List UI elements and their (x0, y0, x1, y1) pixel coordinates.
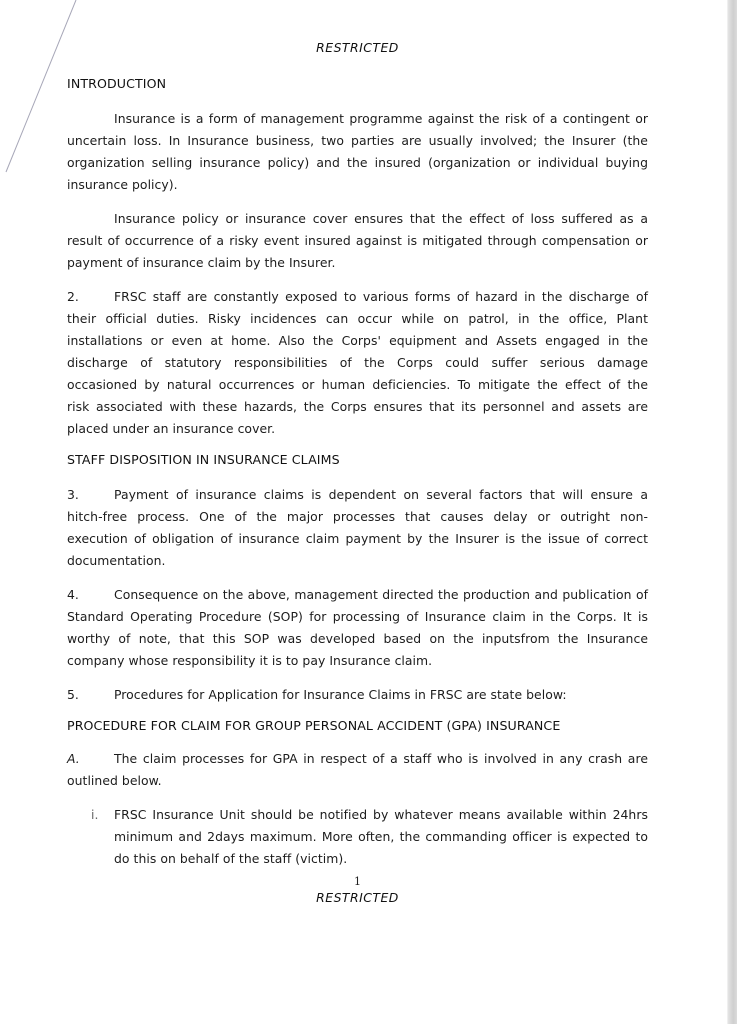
para3-line4: documentation. (67, 553, 166, 568)
intro-para2-line1: Insurance policy or insurance cover ensures that the effect of loss suffered as a (114, 211, 648, 226)
para3-line1: Payment of insurance claims is dependent on several factors that will ensure a (114, 487, 648, 502)
para2-line4: discharge of statutory responsibilities of the Corps could suffer serious damage (67, 355, 648, 370)
para-number-3: 3. (67, 487, 79, 502)
heading-gpa-procedure: PROCEDURE FOR CLAIM FOR GROUP PERSONAL ACCIDENT (GPA) INSURANCE (67, 718, 561, 733)
para2-line5: occasioned by natural occurrences or human deficiencies. To mitigate the effect of the (67, 377, 648, 392)
item-roman-i: i. (91, 807, 99, 822)
para2-line6: risk associated with these hazards, the Corps ensures that its personnel and assets are (67, 399, 648, 414)
item-i-line1: FRSC Insurance Unit should be notified by whatever means available within 24hrs (114, 807, 648, 822)
para3-line2: hitch-free process. One of the major processes that causes delay or outright non- (67, 509, 648, 524)
paraA-line2: outlined below. (67, 773, 162, 788)
para2-line1: FRSC staff are constantly exposed to various forms of hazard in the discharge of (114, 289, 648, 304)
heading-staff-disposition: STAFF DISPOSITION IN INSURANCE CLAIMS (67, 452, 340, 467)
para4-line1: Consequence on the above, management directed the production and publication of (114, 587, 648, 602)
heading-introduction: INTRODUCTION (67, 76, 167, 91)
intro-para2-line2: result of occurrence of a risky event insured against is mitigated through compensation or (67, 233, 648, 248)
paraA-line1: The claim processes for GPA in respect of a staff who is involved in any crash are (114, 751, 648, 766)
para-number-5: 5. (67, 687, 79, 702)
item-i-line3: do this on behalf of the staff (victim). (114, 851, 348, 866)
intro-para1-line2: uncertain loss. In Insurance business, two parties are usually involved; the Insurer (the (67, 133, 648, 148)
para5-text: Procedures for Application for Insurance Claims in FRSC are state below: (114, 687, 567, 702)
page-number: 1 (354, 875, 361, 888)
para2-line7: placed under an insurance cover. (67, 421, 276, 436)
para3-line3: execution of obligation of insurance claim payment by the Insurer is the issue of correct (67, 531, 648, 546)
para2-line3: installations or even at home. Also the Corps' equipment and Assets engaged in the (67, 333, 648, 348)
header-classification: RESTRICTED (316, 40, 399, 55)
para4-line3: worthy of note, that this SOP was developed based on the inputsfrom the Insurance (67, 631, 648, 646)
page-edge-shadow (728, 0, 737, 1024)
para4-line4: company whose responsibility it is to pay Insurance claim. (67, 653, 433, 668)
para4-line2: Standard Operating Procedure (SOP) for processing of Insurance claim in the Corps. It is (67, 609, 648, 624)
para-number-4: 4. (67, 587, 79, 602)
intro-para1-line4: insurance policy). (67, 177, 178, 192)
para-number-2: 2. (67, 289, 79, 304)
item-i-line2: minimum and 2days maximum. More often, the commanding officer is expected to (114, 829, 648, 844)
para-letter-a: A. (67, 751, 80, 766)
intro-para2-line3: payment of insurance claim by the Insurer. (67, 255, 336, 270)
intro-para1-line1: Insurance is a form of management programme against the risk of a contingent or (114, 111, 648, 126)
intro-para1-line3: organization selling insurance policy) and the insured (organization or individual buying (67, 155, 648, 170)
para2-line2: their official duties. Risky incidences can occur while on patrol, in the office, Plant (67, 311, 648, 326)
footer-classification: RESTRICTED (316, 890, 399, 905)
